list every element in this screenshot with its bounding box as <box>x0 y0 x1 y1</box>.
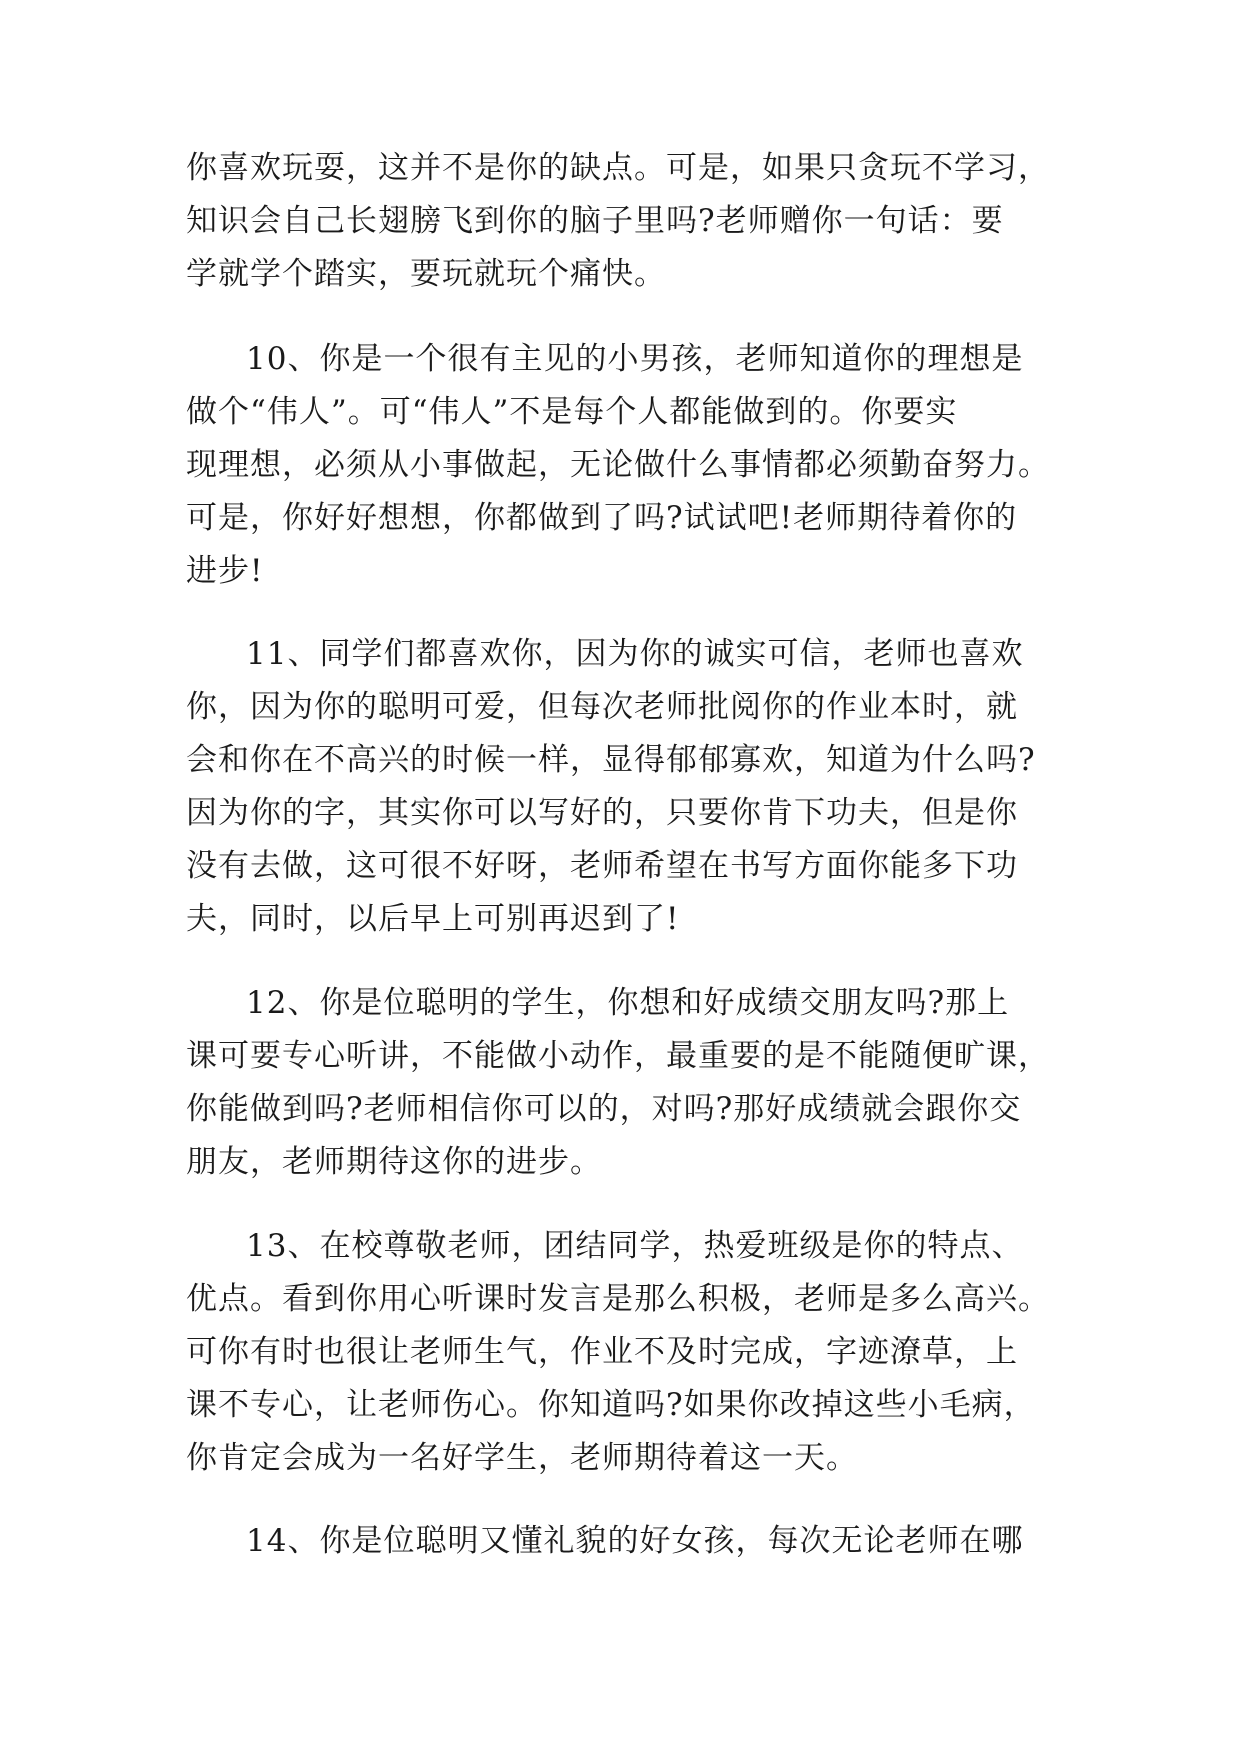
paragraph-start-12: 12、你是位聪明的学生，你想和好成绩交朋友吗?那上 <box>246 985 1010 1021</box>
text-line: 你，因为你的聪明可爱，但每次老师批阅你的作业本时，就 <box>186 689 1018 725</box>
text-line: 课不专心，让老师伤心。你知道吗?如果你改掉这些小毛病， <box>186 1387 1036 1423</box>
text-line: 你能做到吗?老师相信你可以的，对吗?那好成绩就会跟你交 <box>186 1091 1022 1127</box>
text-line: 学就学个踏实，要玩就玩个痛快。 <box>186 256 666 292</box>
text-line: 现理想，必须从小事做起，无论做什么事情都必须勤奋努力。 <box>186 447 1050 483</box>
text-line: 优点。看到你用心听课时发言是那么积极，老师是多么高兴。 <box>186 1281 1050 1317</box>
text-line: 会和你在不高兴的时候一样，显得郁郁寡欢，知道为什么吗? <box>186 742 1036 778</box>
text-line: 做个“伟人”。可“伟人”不是每个人都能做到的。你要实 <box>186 394 958 430</box>
text-line: 你喜欢玩耍，这并不是你的缺点。可是，如果只贪玩不学习， <box>186 150 1050 186</box>
text-line: 朋友，老师期待这你的进步。 <box>186 1144 602 1180</box>
text-line: 可是，你好好想想，你都做到了吗?试试吧!老师期待着你的 <box>186 500 1018 536</box>
paragraph-start-11: 11、同学们都喜欢你，因为你的诚实可信，老师也喜欢 <box>246 636 1024 672</box>
paragraph-start-14: 14、你是位聪明又懂礼貌的好女孩，每次无论老师在哪 <box>246 1523 1024 1559</box>
text-line: 可你有时也很让老师生气，作业不及时完成，字迹潦草，上 <box>186 1334 1018 1370</box>
text-line: 课可要专心听讲，不能做小动作，最重要的是不能随便旷课， <box>186 1038 1050 1074</box>
text-line: 因为你的字，其实你可以写好的，只要你肯下功夫，但是你 <box>186 795 1018 831</box>
text-line: 没有去做，这可很不好呀，老师希望在书写方面你能多下功 <box>186 848 1018 884</box>
text-line: 夫，同时，以后早上可别再迟到了! <box>186 901 680 937</box>
paragraph-start-10: 10、你是一个很有主见的小男孩，老师知道你的理想是 <box>246 341 1024 377</box>
text-line: 你肯定会成为一名好学生，老师期待着这一天。 <box>186 1440 858 1476</box>
text-line: 知识会自己长翅膀飞到你的脑子里吗?老师赠你一句话：要 <box>186 203 1004 239</box>
paragraph-start-13: 13、在校尊敬老师，团结同学，热爱班级是你的特点、 <box>246 1228 1024 1264</box>
text-line: 进步! <box>186 553 264 589</box>
